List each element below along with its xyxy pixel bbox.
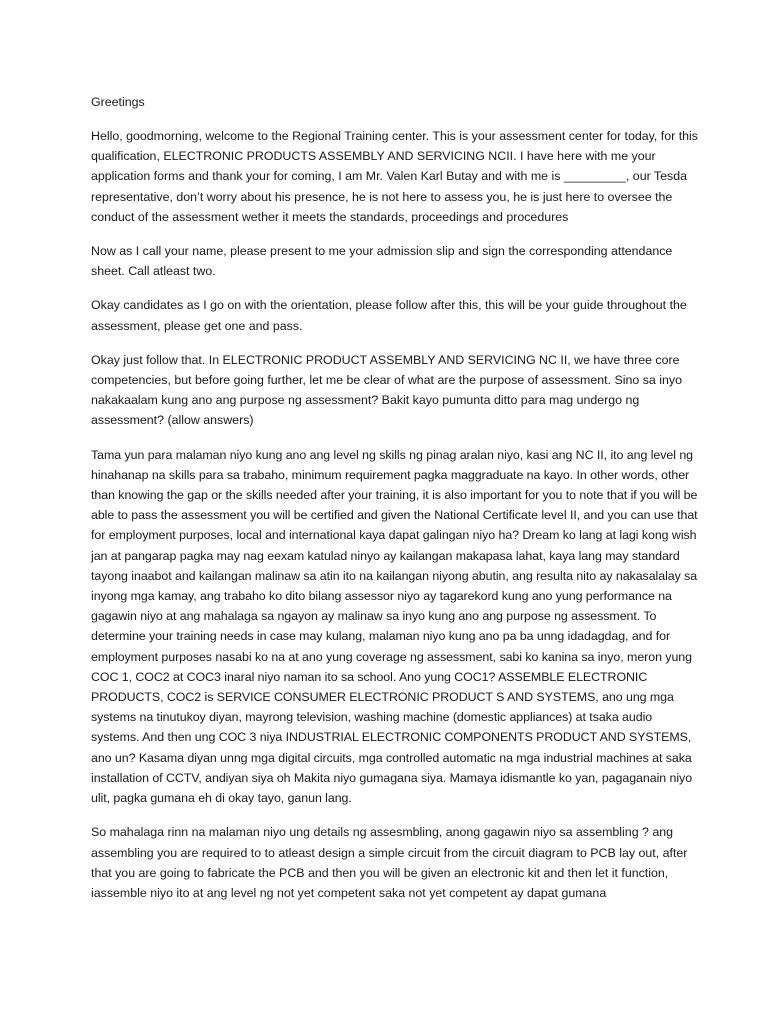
paragraph-purpose-of-assessment: Okay just follow that. In ELECTRONIC PRODUCT ASSEMBLY AND SERVICING NC II, we have three core competencies, but before going further, let me be clear of what are the purpose of assessment. Sino sa inyo nakakaalam kung ano ang purpose ng assessment? Bakit kayo pumunta ditto para mag undergo ng assessment? (allow answers) xyxy=(91,352,682,428)
paragraph-admission-slip: Now as I call your name, please present to me your admission slip and sign the corresponding attendance sheet. Call atleast two. xyxy=(91,244,673,279)
paragraph-orientation: Okay candidates as I go on with the orientation, please follow after this, this will be your guide throughout the assessment, please get one and pass. xyxy=(91,298,687,333)
paragraph-skills-level: Tama yun para malaman niyo kung ano ang level ng skills ng pinag aralan niyo, kasi ang NC II, ito ang level ng hinahanap na skills para sa trabaho, minimum requirement pagka maggraduate na kayo. In other words, other than knowing the gap or the skills needed after your training, it is also important for you to note that if you will be able to pass the assessment you will be certified and given the National Certificate level II, and you can use that for employment purposes, local and international kaya dapat galingan niyo ha? Dream ko lang at lagi kong wish jan at pangarap pagka may nag eexam katulad ninyo ay kailangan makapasa lahat, kaya lang may standard tayong inaabot and kailangan malinaw sa atin ito na kailangan niyong abutin, ang resulta nito ay nakasalalay sa inyong mga kamay, ang trabaho ko dito bilang assessor niyo ay tagarekord kung ano yung performance na gagawin niyo at ang mahalaga sa ngayon ay malinaw sa inyo kung ano ang purpose ng assessment. To determine your training needs in case may kulang, malaman niyo kung ano pa ba unng idadagdag, and for employment purposes nasabi ko na at ano yung coverage ng assessment, sabi ko kanina sa inyo, meron yung COC 1, COC2 at COC3 inaral niyo naman ito sa school. Ano yung COC1? ASSEMBLE ELECTRONIC PRODUCTS, COC2 is SERVICE CONSUMER ELECTRONIC PRODUCT S AND SYSTEMS, ano ung mga systems na tinutukoy diyan, mayrong television, washing machine (domestic appliances) at tsaka audio systems. And then ung COC 3 niya INDUSTRIAL ELECTRONIC COMPONENTS PRODUCT AND SYSTEMS, ano un? Kasama diyan unng mga digital circuits, mga controlled automatic na mga industrial machines at saka installation of CCTV, andiyan siya oh Makita niyo gumagana siya. Mamaya idismantle ko yan, pagaganain niyo ulit, pagka gumana eh di okay tayo, ganun lang. xyxy=(91,447,698,806)
paragraph-assembling-details: So mahalaga rinn na malaman niyo ung details ng assesmbling, anong gagawin niyo sa assembling ? ang assembling you are required to to atleast design a simple circuit from the circuit diagram to PCB lay out, after that you are going to fabricate the PCB and then you will be given an electronic kit and then let it function, iassemble niyo ito at ang level ng not yet competent saka not yet competent ay dapat gumana xyxy=(91,825,688,900)
paragraph-welcome: Hello, goodmorning, welcome to the Regional Training center. This is your assessment center for today, for this qualification, ELECTRONIC PRODUCTS ASSEMBLY AND SERVICING NCII. I have here with me your application forms and thank your for coming, I am Mr. Valen Karl Butay and with me is _________, our Tesda representative, don’t worry about his presence, he is not here to assess you, he is just here to oversee the conduct of the assessment wether it meets the standards, proceedings and procedures xyxy=(91,129,698,224)
greeting-heading: Greetings xyxy=(91,95,145,109)
